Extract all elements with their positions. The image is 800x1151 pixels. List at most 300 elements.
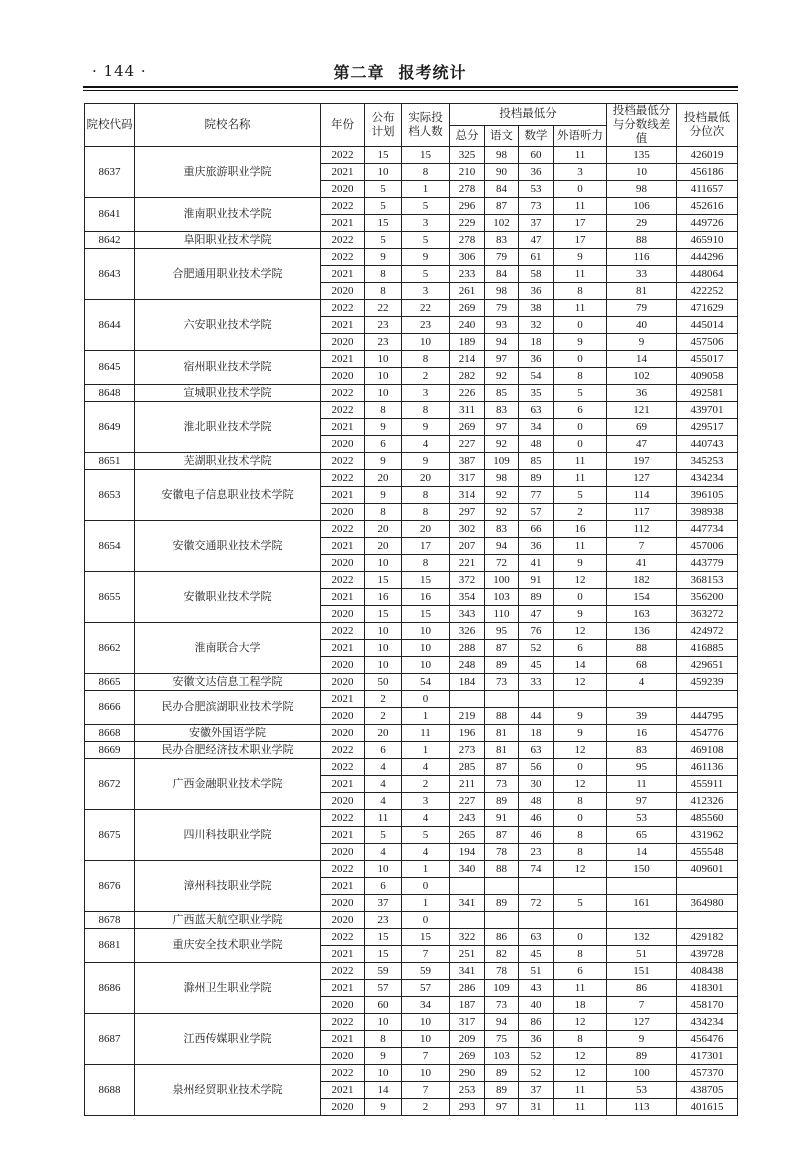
cell-english: 8 — [554, 368, 607, 385]
cell-english: 12 — [554, 742, 607, 759]
cell-rank: 445014 — [677, 317, 738, 334]
cell-english: 0 — [554, 419, 607, 436]
cell-english: 9 — [554, 249, 607, 266]
cell-english: 0 — [554, 810, 607, 827]
cell-rank: 458170 — [677, 997, 738, 1014]
cell-gap: 197 — [607, 453, 677, 470]
school-code: 8651 — [85, 453, 135, 470]
cell-math: 74 — [519, 861, 554, 878]
cell-chinese: 83 — [485, 521, 519, 538]
cell-chinese: 79 — [485, 300, 519, 317]
cell-rank: 408438 — [677, 963, 738, 980]
cell-rank: 454776 — [677, 725, 738, 742]
cell-rank: 461136 — [677, 759, 738, 776]
cell-actual: 20 — [402, 470, 450, 487]
cell-rank: 396105 — [677, 487, 738, 504]
cell-total: 314 — [450, 487, 485, 504]
cell-math: 51 — [519, 963, 554, 980]
cell-math: 40 — [519, 997, 554, 1014]
cell-actual: 59 — [402, 963, 450, 980]
cell-total: 243 — [450, 810, 485, 827]
cell-actual: 8 — [402, 351, 450, 368]
cell-actual: 8 — [402, 555, 450, 572]
cell-plan: 10 — [365, 1014, 402, 1031]
cell-rank: 465910 — [677, 232, 738, 249]
cell-rank: 412326 — [677, 793, 738, 810]
cell-gap: 135 — [607, 147, 677, 164]
cell-chinese: 89 — [485, 657, 519, 674]
cell-english: 2 — [554, 504, 607, 521]
school-code: 8672 — [85, 759, 135, 810]
cell-chinese: 98 — [485, 147, 519, 164]
cell-actual: 10 — [402, 1065, 450, 1082]
cell-actual: 34 — [402, 997, 450, 1014]
cell-actual: 0 — [402, 691, 450, 708]
cell-actual: 8 — [402, 504, 450, 521]
cell-year: 2020 — [321, 895, 365, 912]
cell-gap: 51 — [607, 946, 677, 963]
cell-chinese — [485, 912, 519, 929]
cell-chinese: 85 — [485, 385, 519, 402]
cell-year: 2020 — [321, 708, 365, 725]
school-code: 8648 — [85, 385, 135, 402]
cell-chinese: 92 — [485, 436, 519, 453]
school-name: 淮南联合大学 — [135, 623, 321, 674]
school-code: 8676 — [85, 861, 135, 912]
table-row — [85, 470, 738, 487]
cell-chinese: 90 — [485, 164, 519, 181]
cell-rank: 429651 — [677, 657, 738, 674]
cell-gap: 9 — [607, 1031, 677, 1048]
cell-total: 211 — [450, 776, 485, 793]
cell-rank: 416885 — [677, 640, 738, 657]
cell-total: 227 — [450, 436, 485, 453]
school-code: 8662 — [85, 623, 135, 674]
cell-english: 8 — [554, 283, 607, 300]
cell-math: 61 — [519, 249, 554, 266]
cell-year: 2021 — [321, 538, 365, 555]
cell-total: 286 — [450, 980, 485, 997]
cell-math: 32 — [519, 317, 554, 334]
cell-gap: 97 — [607, 793, 677, 810]
cell-total: 293 — [450, 1099, 485, 1116]
school-code: 8645 — [85, 351, 135, 385]
cell-total: 325 — [450, 147, 485, 164]
table-row — [85, 725, 738, 742]
school-name: 安徽外国语学院 — [135, 725, 321, 742]
cell-english: 5 — [554, 895, 607, 912]
cell-actual: 11 — [402, 725, 450, 742]
cell-math: 38 — [519, 300, 554, 317]
cell-year: 2020 — [321, 181, 365, 198]
cell-actual: 10 — [402, 623, 450, 640]
cell-math: 36 — [519, 1031, 554, 1048]
cell-gap: 161 — [607, 895, 677, 912]
cell-year: 2022 — [321, 300, 365, 317]
cell-plan: 6 — [365, 436, 402, 453]
cell-total: 297 — [450, 504, 485, 521]
cell-rank: 434234 — [677, 1014, 738, 1031]
cell-english: 11 — [554, 198, 607, 215]
school-name: 宣城职业技术学院 — [135, 385, 321, 402]
cell-english: 11 — [554, 980, 607, 997]
cell-math: 18 — [519, 725, 554, 742]
table-row — [85, 521, 738, 538]
cell-plan: 2 — [365, 691, 402, 708]
cell-chinese: 103 — [485, 589, 519, 606]
cell-math: 23 — [519, 844, 554, 861]
table-row — [85, 912, 738, 929]
cell-actual: 4 — [402, 844, 450, 861]
cell-chinese: 95 — [485, 623, 519, 640]
cell-math: 48 — [519, 793, 554, 810]
cell-chinese: 97 — [485, 1099, 519, 1116]
school-name: 安徽文达信息工程学院 — [135, 674, 321, 691]
cell-chinese — [485, 878, 519, 895]
cell-total: 207 — [450, 538, 485, 555]
cell-total: 341 — [450, 895, 485, 912]
cell-rank: 452616 — [677, 198, 738, 215]
cell-year: 2020 — [321, 1099, 365, 1116]
cell-actual: 2 — [402, 368, 450, 385]
chapter-title: 报考统计 — [398, 63, 467, 82]
cell-english: 9 — [554, 708, 607, 725]
cell-chinese: 89 — [485, 1065, 519, 1082]
cell-actual: 15 — [402, 572, 450, 589]
cell-actual: 4 — [402, 436, 450, 453]
school-code: 8668 — [85, 725, 135, 742]
cell-math: 35 — [519, 385, 554, 402]
cell-chinese: 98 — [485, 283, 519, 300]
table-row — [85, 249, 738, 266]
cell-gap: 88 — [607, 232, 677, 249]
cell-actual: 10 — [402, 1014, 450, 1031]
cell-chinese: 100 — [485, 572, 519, 589]
school-code: 8675 — [85, 810, 135, 861]
cell-rank: 449726 — [677, 215, 738, 232]
cell-year: 2020 — [321, 793, 365, 810]
cell-math: 37 — [519, 1082, 554, 1099]
cell-plan: 15 — [365, 929, 402, 946]
school-name: 宿州职业技术学院 — [135, 351, 321, 385]
cell-plan: 15 — [365, 215, 402, 232]
cell-math: 72 — [519, 895, 554, 912]
cell-chinese: 102 — [485, 215, 519, 232]
cell-year: 2020 — [321, 657, 365, 674]
cell-actual: 10 — [402, 640, 450, 657]
cell-rank: 426019 — [677, 147, 738, 164]
cell-total: 302 — [450, 521, 485, 538]
cell-actual: 8 — [402, 487, 450, 504]
school-code: 8643 — [85, 249, 135, 300]
school-code: 8649 — [85, 402, 135, 453]
cell-gap: 182 — [607, 572, 677, 589]
cell-actual: 7 — [402, 1082, 450, 1099]
cell-year: 2022 — [321, 742, 365, 759]
cell-plan: 11 — [365, 810, 402, 827]
school-name: 泉州经贸职业技术学院 — [135, 1065, 321, 1116]
school-name: 滁州卫生职业学院 — [135, 963, 321, 1014]
cell-chinese: 110 — [485, 606, 519, 623]
col-header-chinese: 语文 — [485, 125, 519, 147]
table-row — [85, 232, 738, 249]
cell-rank: 444795 — [677, 708, 738, 725]
cell-rank: 363272 — [677, 606, 738, 623]
cell-year: 2020 — [321, 334, 365, 351]
cell-math: 53 — [519, 181, 554, 198]
cell-rank: 457506 — [677, 334, 738, 351]
cell-english: 0 — [554, 436, 607, 453]
cell-english: 12 — [554, 623, 607, 640]
cell-gap: 16 — [607, 725, 677, 742]
cell-english: 3 — [554, 164, 607, 181]
table-row — [85, 861, 738, 878]
cell-total: 285 — [450, 759, 485, 776]
cell-year: 2020 — [321, 283, 365, 300]
cell-english: 17 — [554, 232, 607, 249]
col-header-year: 年份 — [321, 104, 365, 147]
cell-english: 0 — [554, 759, 607, 776]
cell-gap: 36 — [607, 385, 677, 402]
cell-rank: 455017 — [677, 351, 738, 368]
cell-actual: 5 — [402, 266, 450, 283]
cell-actual: 8 — [402, 164, 450, 181]
cell-year: 2020 — [321, 725, 365, 742]
cell-total: 221 — [450, 555, 485, 572]
school-code: 8687 — [85, 1014, 135, 1065]
cell-math: 31 — [519, 1099, 554, 1116]
cell-actual: 5 — [402, 232, 450, 249]
cell-year: 2022 — [321, 198, 365, 215]
cell-actual: 10 — [402, 334, 450, 351]
cell-total: 322 — [450, 929, 485, 946]
cell-year: 2020 — [321, 504, 365, 521]
table-row — [85, 810, 738, 827]
school-code: 8653 — [85, 470, 135, 521]
table-row — [85, 623, 738, 640]
cell-math: 77 — [519, 487, 554, 504]
cell-year: 2022 — [321, 810, 365, 827]
cell-chinese: 94 — [485, 334, 519, 351]
cell-chinese: 92 — [485, 368, 519, 385]
cell-plan: 14 — [365, 1082, 402, 1099]
cell-plan: 23 — [365, 912, 402, 929]
cell-plan: 9 — [365, 487, 402, 504]
cell-plan: 8 — [365, 266, 402, 283]
cell-math: 36 — [519, 164, 554, 181]
cell-actual: 3 — [402, 283, 450, 300]
admission-table — [84, 103, 738, 1116]
cell-year: 2021 — [321, 164, 365, 181]
cell-chinese: 103 — [485, 1048, 519, 1065]
cell-plan: 2 — [365, 708, 402, 725]
cell-plan: 22 — [365, 300, 402, 317]
cell-plan: 20 — [365, 521, 402, 538]
cell-english: 6 — [554, 640, 607, 657]
cell-actual: 15 — [402, 606, 450, 623]
cell-actual: 1 — [402, 181, 450, 198]
school-name: 六安职业技术学院 — [135, 300, 321, 351]
cell-gap: 41 — [607, 555, 677, 572]
cell-math — [519, 691, 554, 708]
cell-chinese: 87 — [485, 198, 519, 215]
school-code: 8655 — [85, 572, 135, 623]
cell-plan: 57 — [365, 980, 402, 997]
school-name: 四川科技职业学院 — [135, 810, 321, 861]
cell-english: 8 — [554, 793, 607, 810]
cell-english: 0 — [554, 351, 607, 368]
cell-gap: 127 — [607, 470, 677, 487]
cell-gap: 117 — [607, 504, 677, 521]
cell-total: 387 — [450, 453, 485, 470]
cell-gap: 9 — [607, 334, 677, 351]
cell-rank: 401615 — [677, 1099, 738, 1116]
cell-year: 2020 — [321, 368, 365, 385]
cell-plan: 15 — [365, 147, 402, 164]
cell-plan: 9 — [365, 1048, 402, 1065]
cell-rank: 457370 — [677, 1065, 738, 1082]
school-code: 8669 — [85, 742, 135, 759]
cell-math: 30 — [519, 776, 554, 793]
cell-plan: 10 — [365, 657, 402, 674]
cell-chinese: 109 — [485, 980, 519, 997]
cell-gap: 29 — [607, 215, 677, 232]
table-row — [85, 759, 738, 776]
cell-plan: 60 — [365, 997, 402, 1014]
cell-math: 89 — [519, 470, 554, 487]
cell-year: 2022 — [321, 623, 365, 640]
cell-gap: 151 — [607, 963, 677, 980]
school-name: 漳州科技职业学院 — [135, 861, 321, 912]
school-code: 8686 — [85, 963, 135, 1014]
cell-gap: 106 — [607, 198, 677, 215]
cell-english: 5 — [554, 385, 607, 402]
cell-total: 227 — [450, 793, 485, 810]
table-row — [85, 674, 738, 691]
cell-math: 52 — [519, 640, 554, 657]
cell-math: 47 — [519, 232, 554, 249]
cell-math: 86 — [519, 1014, 554, 1031]
cell-math: 45 — [519, 946, 554, 963]
cell-year: 2021 — [321, 351, 365, 368]
cell-english — [554, 878, 607, 895]
cell-rank: 398938 — [677, 504, 738, 521]
cell-chinese: 92 — [485, 487, 519, 504]
cell-rank: 368153 — [677, 572, 738, 589]
cell-chinese: 86 — [485, 929, 519, 946]
cell-total: 306 — [450, 249, 485, 266]
cell-total: 343 — [450, 606, 485, 623]
cell-chinese: 97 — [485, 351, 519, 368]
cell-year: 2022 — [321, 453, 365, 470]
cell-year: 2020 — [321, 555, 365, 572]
cell-math: 85 — [519, 453, 554, 470]
cell-chinese: 75 — [485, 1031, 519, 1048]
cell-english: 8 — [554, 1031, 607, 1048]
cell-rank: 439701 — [677, 402, 738, 419]
cell-math: 46 — [519, 827, 554, 844]
cell-actual: 16 — [402, 589, 450, 606]
cell-gap: 127 — [607, 1014, 677, 1031]
col-header-plan: 公布计划 — [365, 104, 402, 147]
cell-year: 2021 — [321, 827, 365, 844]
cell-actual: 5 — [402, 198, 450, 215]
cell-math: 52 — [519, 1065, 554, 1082]
cell-actual: 3 — [402, 793, 450, 810]
cell-year: 2021 — [321, 878, 365, 895]
table-row — [85, 963, 738, 980]
cell-math: 44 — [519, 708, 554, 725]
cell-chinese: 83 — [485, 402, 519, 419]
cell-total: 209 — [450, 1031, 485, 1048]
cell-plan: 10 — [365, 164, 402, 181]
school-name: 重庆旅游职业学院 — [135, 147, 321, 198]
cell-plan: 8 — [365, 504, 402, 521]
cell-rank: 411657 — [677, 181, 738, 198]
cell-gap: 33 — [607, 266, 677, 283]
cell-chinese: 72 — [485, 555, 519, 572]
cell-rank: 455911 — [677, 776, 738, 793]
cell-chinese: 87 — [485, 640, 519, 657]
cell-year: 2021 — [321, 980, 365, 997]
school-code: 8642 — [85, 232, 135, 249]
cell-total: 210 — [450, 164, 485, 181]
cell-plan: 9 — [365, 249, 402, 266]
cell-actual: 10 — [402, 657, 450, 674]
cell-english: 0 — [554, 589, 607, 606]
col-header-english: 外语听力 — [554, 125, 607, 147]
cell-plan: 10 — [365, 623, 402, 640]
cell-total: 288 — [450, 640, 485, 657]
cell-english: 12 — [554, 776, 607, 793]
cell-math: 47 — [519, 606, 554, 623]
cell-total: 311 — [450, 402, 485, 419]
cell-english: 12 — [554, 1065, 607, 1082]
cell-plan: 10 — [365, 1065, 402, 1082]
cell-year: 2020 — [321, 1048, 365, 1065]
cell-total: 248 — [450, 657, 485, 674]
cell-total: 265 — [450, 827, 485, 844]
cell-english: 12 — [554, 861, 607, 878]
cell-plan: 10 — [365, 555, 402, 572]
cell-english: 16 — [554, 521, 607, 538]
cell-actual: 2 — [402, 1099, 450, 1116]
cell-gap: 150 — [607, 861, 677, 878]
cell-chinese — [485, 691, 519, 708]
cell-gap: 10 — [607, 164, 677, 181]
cell-chinese: 73 — [485, 997, 519, 1014]
cell-total: 226 — [450, 385, 485, 402]
cell-rank: 485560 — [677, 810, 738, 827]
cell-chinese: 81 — [485, 725, 519, 742]
cell-year: 2022 — [321, 147, 365, 164]
cell-math: 45 — [519, 657, 554, 674]
school-name: 民办合肥滨湖职业技术学院 — [135, 691, 321, 725]
col-header-name: 院校名称 — [135, 104, 321, 147]
school-name: 合肥通用职业技术学院 — [135, 249, 321, 300]
table-row — [85, 572, 738, 589]
cell-year: 2021 — [321, 487, 365, 504]
cell-gap: 53 — [607, 1082, 677, 1099]
cell-math: 58 — [519, 266, 554, 283]
cell-total: 278 — [450, 232, 485, 249]
cell-rank — [677, 912, 738, 929]
cell-plan: 8 — [365, 1031, 402, 1048]
cell-math: 36 — [519, 351, 554, 368]
cell-chinese: 109 — [485, 453, 519, 470]
table-row — [85, 691, 738, 708]
cell-rank: 409601 — [677, 861, 738, 878]
